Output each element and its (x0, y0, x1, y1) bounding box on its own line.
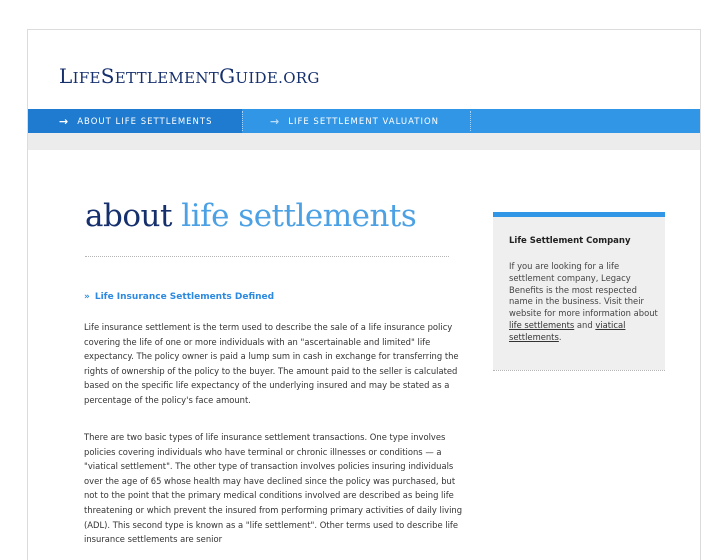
life-settlements-link[interactable]: life settlements (509, 319, 575, 330)
page-title-dark: about (85, 198, 172, 234)
body-paragraph: There are two basic types of life insurance settlement transactions. One type involves policies covering individuals who have terminal or chronic illnesses or conditions — a "viatical settlement". The other type of transaction involves policies insuring individuals over the age of 65 whose health may have declined since the policy was purchased, but not to the point that the primary medical conditions involved are described as being life threatening or which prevent the insured from performing primary activities of daily living (ADL). This second type is known as a "life settlement". Other terms used to describe life insurance settlements are senior (84, 432, 463, 545)
page-title-light: life settlements (181, 198, 417, 234)
nav-item-label: ABOUT LIFE SETTLEMENTS (77, 117, 213, 127)
sidebar-text-part: If you are looking for a life settlement company, Legacy Benefits is the most respected name in the business. Visit their website for more information about (509, 261, 658, 319)
main-nav (28, 109, 700, 133)
body-paragraph: Life insurance settlement is the term used to describe the sale of a life insurance policy covering the life of one or more individuals with an "ascertainable and limited" life expectancy. The policy owner is paid a lump sum in cash in exchange for transferring the rights of ownership of the policy to the buyer. The amount paid to the seller is calculated based on the specific life expectancy of the underlying insured and may be stated as a percentage of the policy's face amount. (84, 322, 459, 405)
nav-item-life-settlement-valuation[interactable] (243, 109, 470, 133)
sidebar-text-part: and (574, 319, 596, 330)
page-title (85, 198, 416, 234)
logo-text: IFE (72, 69, 101, 87)
section-heading-text: Life Insurance Settlements Defined (94, 292, 275, 302)
arrow-right-icon: → (270, 115, 281, 128)
nav-item-label: LIFE SETTLEMENT VALUATION (288, 117, 440, 127)
logo-letter: L (59, 64, 73, 88)
arrow-right-icon: → (59, 115, 70, 128)
logo-tld: .ORG (278, 69, 320, 87)
logo-letter: G (219, 64, 236, 88)
logo-letter: S (100, 64, 115, 88)
double-chevron-icon: » (84, 292, 90, 302)
nav-item-about-life-settlements[interactable] (28, 109, 242, 133)
sidebar-text-part: . (558, 331, 562, 342)
sub-nav-bar (28, 133, 700, 150)
logo-text: ETTLEMENT (114, 69, 220, 87)
title-divider (85, 256, 449, 257)
section-heading (84, 292, 274, 302)
viatical-settlements-link[interactable]: viatical settlements (509, 319, 626, 342)
page-frame (27, 29, 701, 560)
sidebar-box (493, 212, 665, 370)
logo-text: UIDE (235, 69, 279, 87)
sidebar-text (509, 261, 659, 344)
nav-divider (470, 111, 471, 131)
sidebar-title: Life Settlement Company (509, 236, 631, 246)
site-logo[interactable] (59, 64, 320, 88)
sidebar-divider (493, 370, 665, 371)
